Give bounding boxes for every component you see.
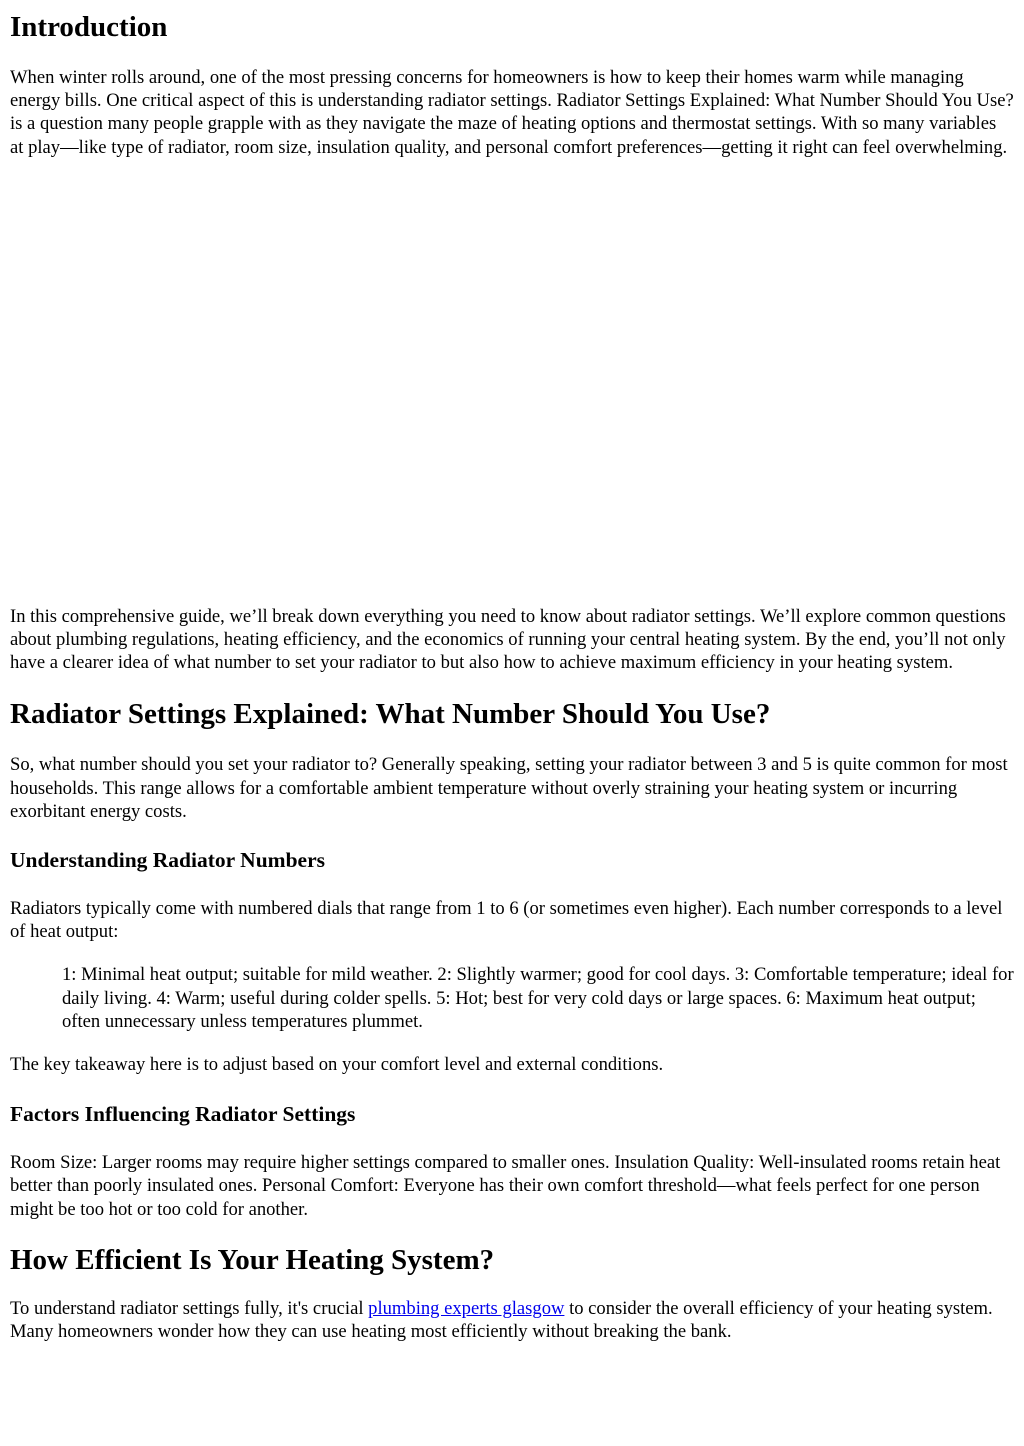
- intro-paragraph-1: When winter rolls around, one of the most pressing concerns for homeowners is how to keep their homes warm while managing energy bills. One critical aspect of this is understanding radiator settings. Radiator Settings Explained: What Number Should You Use? is a question many people grapple with as they navigate the maze of heating options and thermostat settings. With so many variables at play—like type of radiator, room size, insulation quality, and personal comfort preferences—getting it right can feel overwhelming.: [10, 67, 1014, 158]
- introduction-heading: Introduction: [10, 11, 168, 43]
- plumbing-experts-link[interactable]: plumbing experts glasgow: [368, 1297, 565, 1319]
- radiator-settings-heading: Radiator Settings Explained: What Number Should You Use?: [10, 698, 771, 731]
- understanding-numbers-paragraph: Radiators typically come with numbered dials that range from 1 to 6 (or sometimes even higher). Each number corresponds to a level of heat output:: [10, 898, 1003, 943]
- intro-paragraph-2: In this comprehensive guide, we’ll break down everything you need to know about radiator settings. We’ll explore common questions about plumbing regulations, heating efficiency, and the economics of running your central heating system. By the end, you’ll not only have a clearer idea of what number to set your radiator to but also how to achieve maximum efficiency in your heating system.: [10, 605, 1006, 674]
- efficiency-paragraph: [10, 1297, 1014, 1343]
- key-takeaway-paragraph: The key takeaway here is to adjust based on your comfort level and external conditions.: [10, 1054, 664, 1076]
- efficiency-heading: How Efficient Is Your Heating System?: [10, 1243, 495, 1276]
- factors-paragraph: Room Size: Larger rooms may require higher settings compared to smaller ones. Insulation Quality: Well-insulated rooms retain heat better than poorly insulated ones. Personal Comfort: Everyone has their own comfort threshold—what feels perfect for one person might be too hot or too cold for another.: [10, 1152, 1001, 1220]
- blank-image-area: [10, 159, 1014, 605]
- radiator-settings-paragraph: So, what number should you set your radiator to? Generally speaking, setting your radiator between 3 and 5 is quite common for most households. This range allows for a comfortable ambient temperature without overly straining your heating system or incurring exorbitant energy costs.: [10, 754, 1008, 822]
- efficiency-text-after-link: to consider the overall efficiency of your heating system. Many homeowners wonder how they can use heating most efficiently without breaking the bank.: [10, 1297, 993, 1343]
- heat-levels-blockquote: 1: Minimal heat output; suitable for mild weather. 2: Slightly warmer; good for cool days. 3: Comfortable temperature; ideal for daily living. 4: Warm; useful during colder spells. 5: Hot; best for very cold days or large spaces. 6: Maximum heat output; often unnecessary unless temperatures plummet.: [62, 964, 1014, 1032]
- factors-heading: Factors Influencing Radiator Settings: [10, 1102, 356, 1127]
- efficiency-text-before-link: To understand radiator settings fully, it's crucial: [10, 1297, 369, 1319]
- understanding-numbers-heading: Understanding Radiator Numbers: [10, 848, 325, 873]
